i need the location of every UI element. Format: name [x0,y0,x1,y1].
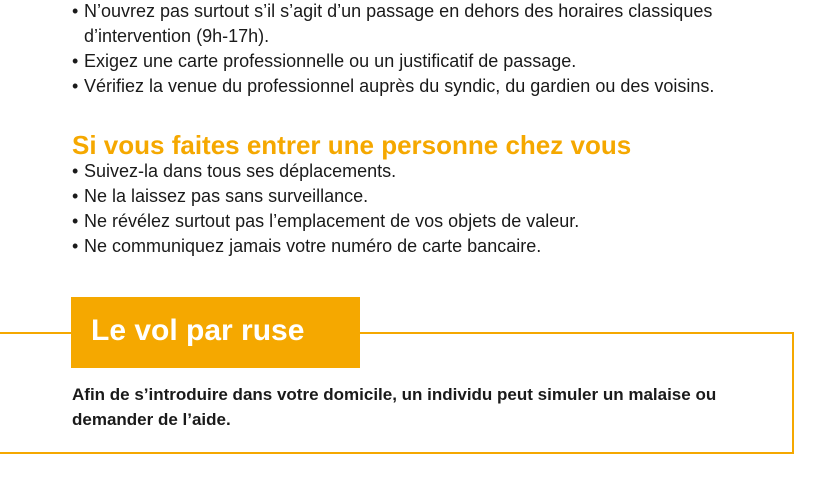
info-box-title: Le vol par ruse [71,297,360,368]
list-item: • Exigez une carte professionnelle ou un justificatif de passage. [72,49,812,74]
advice-list-top [72,0,812,99]
list-item: • Vérifiez la venue du professionnel auprès du syndic, du gardien ou des voisins. [72,74,812,99]
list-item: • Ne communiquez jamais votre numéro de carte bancaire. [72,234,579,259]
section-heading: Si vous faites entrer une personne chez vous [72,130,632,160]
list-item: • Suivez-la dans tous ses déplacements. [72,159,579,184]
advice-list-home [72,159,579,259]
list-item: • N’ouvrez pas surtout s’il s’agit d’un passage en dehors des horaires classiques d’intervention (9h-17h). [72,0,812,49]
list-item: • Ne la laissez pas sans surveillance. [72,184,579,209]
list-item: • Ne révélez surtout pas l’emplacement de vos objets de valeur. [72,209,579,234]
info-box-text: Afin de s’introduire dans votre domicile, un individu peut simuler un malaise ou demander de l’aide. [72,385,717,429]
